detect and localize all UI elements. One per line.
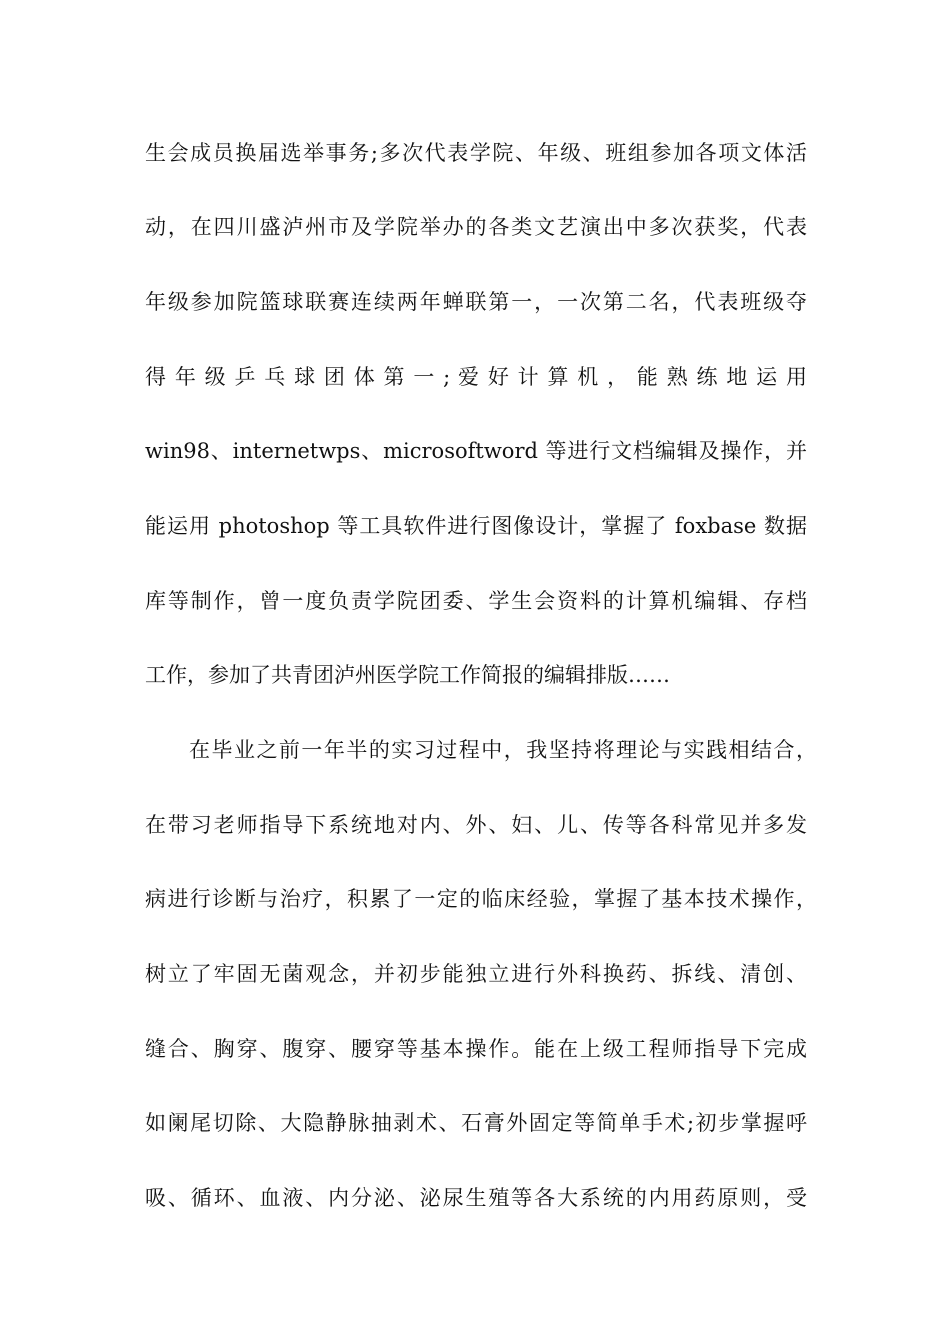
text-line: win98、internetwps、microsoftword 等进行文档编辑及操作，并 — [145, 439, 807, 463]
text-line: 生会成员换届选举事务;多次代表学院、年级、班组参加各项文体活 — [145, 141, 807, 165]
text-line: 能运用 photoshop 等工具软件进行图像设计，掌握了 foxbase 数据 — [145, 514, 807, 538]
text-line: 病进行诊断与治疗，积累了一定的临床经验，掌握了基本技术操作， — [145, 887, 817, 911]
text-line: 吸、循环、血液、内分泌、泌尿生殖等各大系统的内用药原则，受 — [145, 1186, 807, 1210]
text-line: 工作，参加了共青团泸州医学院工作简报的编辑排版…… — [145, 663, 670, 687]
text-line: 库等制作，曾一度负责学院团委、学生会资料的计算机编辑、存档 — [145, 589, 807, 613]
text-line: 动，在四川盛泸州市及学院举办的各类文艺演出中多次获奖，代表 — [145, 215, 807, 239]
text-line: 在带习老师指导下系统地对内、外、妇、儿、传等各科常见并多发 — [145, 813, 807, 837]
text-line: 缝合、胸穿、腹穿、腰穿等基本操作。能在上级工程师指导下完成 — [145, 1037, 807, 1061]
text-line: 得 年 级 乒 乓 球 团 体 第 一 ; 爱 好 计 算 机 ， 能 熟 练 地 运 用 — [145, 365, 807, 389]
text-line: 年级参加院篮球联赛连续两年蝉联第一，一次第二名，代表班级夺 — [145, 290, 807, 314]
paragraph-first-line: 在毕业之前一年半的实习过程中，我坚持将理论与实践相结合， — [189, 738, 817, 762]
text-line: 如阑尾切除、大隐静脉抽剥术、石膏外固定等简单手术;初步掌握呼 — [145, 1111, 807, 1135]
text-line: 树立了牢固无菌观念，并初步能独立进行外科换药、拆线、清创、 — [145, 962, 807, 986]
